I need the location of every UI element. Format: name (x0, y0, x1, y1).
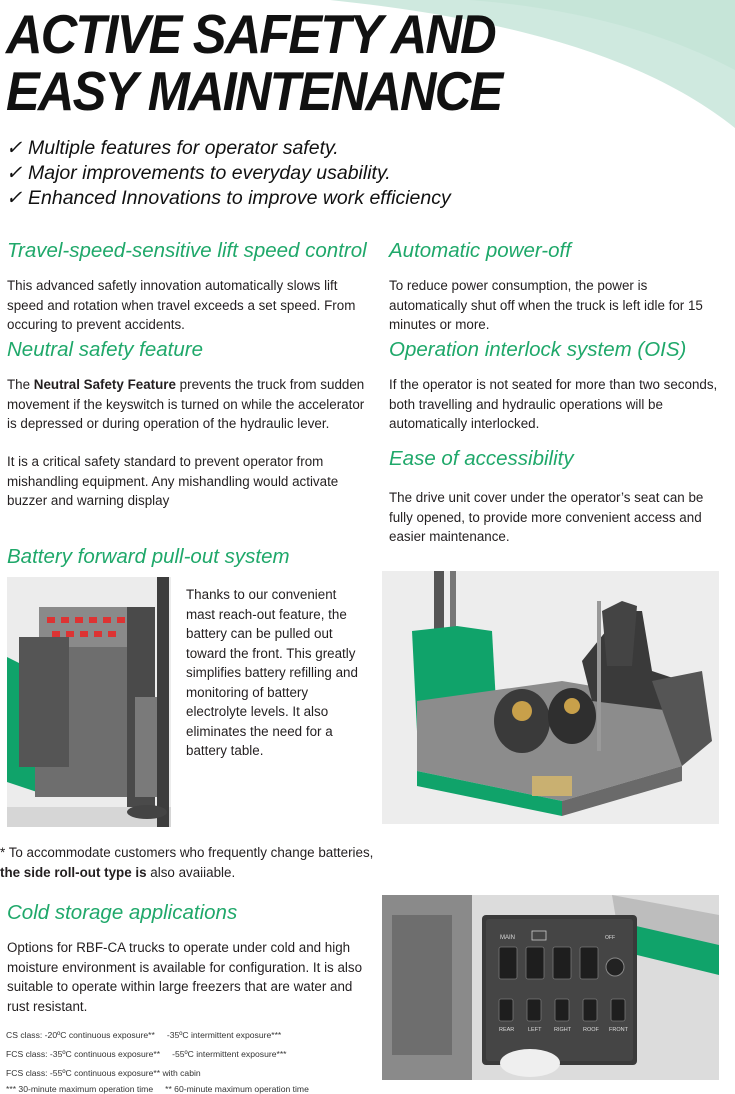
class-row: FCS class: -55ºC continuous exposure** with cabin (6, 1068, 201, 1078)
accessibility-text: The drive unit cover under the operator’s seat can be fully opened, to provide more convenient access and easier maintenance. (389, 490, 704, 544)
power-off-heading: Automatic power-off (389, 239, 571, 262)
cold-storage-text: Options for RBF-CA trucks to operate under cold and high moisture environment is available for configuration. It is also suitable to operate within large freezers that are water and rust resistant. (7, 940, 363, 1014)
panel-label-rear: REAR (499, 1027, 515, 1033)
battery-photo (7, 577, 171, 827)
check-icon: ✓ (6, 187, 23, 209)
drive-unit-photo (382, 571, 719, 824)
highlight-item: ✓ Major improvements to everyday usability. (6, 162, 391, 184)
footnote-row: *** 30-minute maximum operation time ** 60-minute maximum operation time (6, 1084, 309, 1094)
title-line-1: ACTIVE SAFETY AND (6, 3, 495, 65)
power-off-text: To reduce power consumption, the power is automatically shut off when the truck is left idle for 15 minutes or more. (389, 278, 703, 332)
class-row: FCS class: -35ºC continuous exposure** -55ºC intermittent exposure*** (6, 1049, 287, 1059)
cold-storage-heading: Cold storage applications (7, 901, 238, 924)
title-line-2: EASY MAINTENANCE (6, 60, 502, 122)
highlight-item: ✓ Multiple features for operator safety. (6, 137, 339, 159)
neutral-safety-text-2: It is a critical safety standard to prevent operator from mishandling equipment. Any mishandling would activate buzzer and warning display (7, 454, 339, 508)
travel-speed-heading: Travel-speed-sensitive lift speed control (7, 239, 367, 262)
neutral-safety-bold: Neutral Safety Feature (33, 377, 176, 392)
neutral-safety-heading: Neutral safety feature (7, 338, 203, 361)
ois-heading: Operation interlock system (OIS) (389, 338, 687, 361)
accessibility-heading: Ease of accessibility (389, 447, 574, 470)
panel-label-roof: ROOF (583, 1027, 599, 1033)
battery-text: Thanks to our convenient mast reach-out feature, the battery can be pulled out toward the front. This greatly simplifies battery refilling and monitoring of battery electrolyte levels. It also eliminates the need for a battery table. (186, 587, 358, 758)
highlight-list (6, 136, 451, 211)
panel-label-main: MAIN (500, 935, 515, 941)
check-icon: ✓ (6, 162, 23, 184)
neutral-safety-text: The Neutral Safety Feature prevents the truck from sudden movement if the keyswitch is turned on while the accelerator is depressed or during operation of the hydraulic lever. (7, 377, 365, 431)
panel-label-left: LEFT (528, 1027, 542, 1033)
panel-label-front: FRONT (609, 1027, 628, 1033)
check-icon: ✓ (6, 137, 23, 159)
panel-label-right: RIGHT (554, 1027, 572, 1033)
battery-heading: Battery forward pull-out system (7, 545, 290, 568)
panel-label-off: OFF (605, 935, 615, 941)
control-panel-photo (382, 895, 719, 1080)
battery-note-bold: the side roll-out type is (0, 864, 147, 880)
highlight-item: ✓ Enhanced Innovations to improve work efficiency (6, 187, 451, 209)
ois-text: If the operator is not seated for more than two seconds, both travelling and hydraulic operations will be automatically interlocked. (389, 377, 718, 431)
page-title (6, 3, 502, 122)
class-row: CS class: -20ºC continuous exposure** -35ºC intermittent exposure*** (6, 1030, 282, 1040)
travel-speed-text: This advanced safetly innovation automatically slows lift speed and rotation when travel exceeds a set speed. From occuring to prevent accidents. (7, 278, 356, 332)
battery-note: * To accommodate customers who frequently change batteries, the side roll-out type is also avaiiable. (0, 845, 374, 880)
